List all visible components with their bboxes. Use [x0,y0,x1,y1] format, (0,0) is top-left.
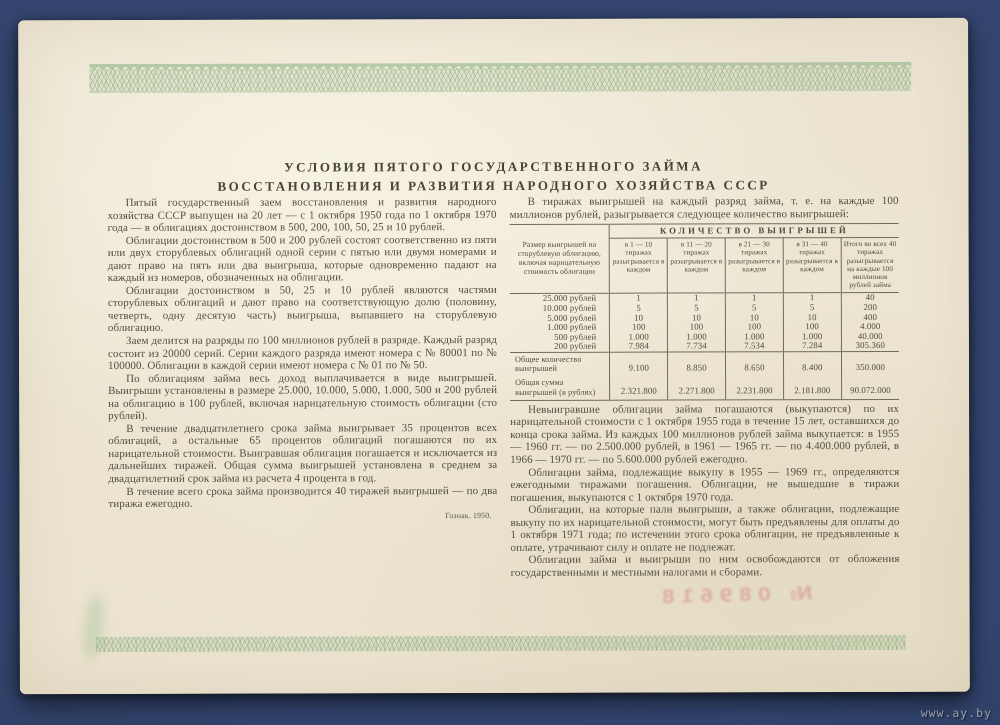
row-value: 5 [610,304,668,314]
row-value: 90.072.000 [841,375,899,399]
paragraph: В течение двадцатилетнего срока займа выигрывает 35 процентов всех облигаций, а остальные 65 процентов облигаций погашаются по их нарицательной стоимости. Выигравшая облигация погашается и исключается из дальнейших тиражей. Общая сумма выигрышей установлена в среднем за двадцатилетний срок займа из расчета 4 процента в год. [108,421,498,486]
prize-table-subheader: Итого во всех 40 тиражах разыгрывается на каждые 100 миллионов рублей займа [841,238,899,293]
title-line-1: УСЛОВИЯ ПЯТОГО ГОСУДАРСТВЕННОГО ЗАЙМА [284,158,703,175]
paragraph: Невыигравшие облигации займа погашаются (выкупаются) по их нарицательной стоимости с 1 октября 1955 года в течение 15 лет, оставшихся до конца срока займа. Из каждых 100 миллионов рублей займа выкупается: в 1955 — 1960 гг. — по 2.500.000 рублей, в 1961 — 1965 гг. — по 4.400.000 рублей, в 1966 — 1970 гг. — по 5.600.000 рублей ежегодно. [510,402,900,466]
body-columns [108,195,900,581]
row-value: 350.000 [841,351,899,375]
row-value: 7.734 [668,342,726,352]
row-label: Общая сумма выигрышей (в рублях) [515,378,596,397]
row-value: 1 [668,293,726,303]
row-value: 5 [783,303,841,313]
row-value: 9.100 [610,352,668,376]
row-value: 8.650 [726,352,784,376]
row-value: 1.000 [783,332,841,342]
paragraph: Облигации займа, подлежащие выкупу в 1955 — 1969 гг., определяются ежегодными тиражами погашения. Облигации, не вышедшие в тиражи погашения, выкупаются с 1 октября 1970 года. [510,465,900,504]
row-value: 4.000 [841,322,899,332]
prize-table-subheader: в 31 — 40 тиражах разыгрывается в каждом [783,238,841,293]
paragraph: В течение всего срока займа производится 40 тиражей выигрышей — по два тиража ежегодно. [108,484,498,511]
row-value: 10 [783,313,841,323]
paragraph: Облигации займа и выигрыши по ним освобождаются от обложения государственными и местными налогами и сборами. [510,553,900,579]
prize-table-header [510,223,899,294]
row-value: 40 [841,293,899,303]
row-value: 5 [668,303,726,313]
row-value: 400 [841,313,899,323]
title-line-2: ВОССТАНОВЛЕНИЯ И РАЗВИТИЯ НАРОДНОГО ХОЗЯЙСТВА СССР [217,176,770,194]
row-value: 8.850 [668,352,726,376]
row-value: 100 [668,323,726,333]
row-value: 1 [783,293,841,303]
prize-table-subheader: в 11 — 20 тиражах разыгрывается в каждом [667,238,725,293]
row-label: 1.000 рублей [547,321,597,333]
left-column [108,196,498,580]
row-label: 500 рублей [554,331,597,342]
row-value: 1 [610,293,668,303]
row-value: 5 [725,303,783,313]
prize-table-corner-header: Размер выигрышей на сторублевую облигацию, включая нарицательную стоимость облигации [517,240,601,276]
prize-table-body [510,293,899,353]
row-value: 7.534 [725,342,783,352]
row-value: 1.000 [668,332,726,342]
printer-imprint: Гознак. 1950. [445,510,492,520]
row-label: 10.000 рублей [542,302,597,313]
document-title [18,157,968,196]
right-column [510,195,900,579]
guilloche-border-top [89,67,911,93]
totals-row [510,375,899,400]
row-value: 10 [668,313,726,323]
row-value: 7.284 [783,341,841,351]
row-label: Общее количество выигрышей [514,354,582,374]
row-value: 2.231.800 [726,376,784,400]
row-value: 100 [610,323,668,333]
row-value: 2.271.800 [668,376,726,400]
totals-row [510,351,899,376]
paragraph: По облигациям займа весь доход выплачивается в виде выигрышей. Выигрыши установлены в размере 25.000, 10.000, 5.000, 1.000, 500 и 200 рублей на облигацию в 100 рублей, включая нарицательную стоимость облигации (сто рублей). [108,371,498,423]
row-value: 2.181.800 [783,375,841,399]
guilloche-border-bottom [96,635,906,652]
prize-table [510,223,899,401]
row-value: 2.321.800 [610,376,668,400]
row-value: 1.000 [725,332,783,342]
paragraph: Пятый государственный заем восстановления и развития народного хозяйства СССР выпущен на 20 лет — с 1 октября 1950 года по 1 октября 1970 года — в облигациях достоинством в 500, 200, 100, 50, 25 и 10 рублей. [107,195,497,235]
row-label: 200 рублей [554,341,597,352]
prize-table-totals [510,351,899,400]
paragraph: Облигации, на которые пали выигрыши, а также облигации, подлежащие выкупу по их нарицательной стоимости, могут быть предъявлены для оплаты до 1 октября 1971 года; по истечении этого срока облигации, не предъявленные к оплате, утрачивают силу и оплате не подлежат. [510,503,900,554]
row-value: 7.984 [610,342,668,352]
row-value: 100 [725,322,783,332]
row-value: 1 [725,293,783,303]
row-value: 10 [725,313,783,323]
row-value: 200 [841,303,899,313]
row-value: 8.400 [783,352,841,376]
paragraph: Облигации достоинством в 50, 25 и 10 рублей являются частями сторублевых облигаций и дают право на соответствующую долю (половину, четверть, одну десятую часть) выигрыша, выпавшего на сторублевую облигацию. [107,283,497,335]
row-value: 1.000 [610,332,668,342]
row-label: 5.000 рублей [547,312,597,323]
row-value: 305.360 [841,341,899,351]
prize-table-subheader: в 1 — 10 тиражах разыгрывается в каждом [610,238,668,293]
row-value: 10 [610,313,668,323]
row-label: 25.000 рублей [542,293,597,304]
table-intro-paragraph: В тиражах выигрышей на каждый разряд займа, т. е. на каждые 100 миллионов рублей, разыгрывается следующее количество выигрышей: [509,194,899,221]
bleedthrough-serial-number: № 089618 [655,582,813,609]
paragraph: Облигации достоинством в 500 и 200 рублей состоят соответственно из пяти или двух сторублевых облигаций одной серии с пятью или двумя номерами и дают право на пять или два выигрыша, которые одновременно падают на каждый из номеров, обозначенных на облигации. [107,233,497,285]
row-value: 100 [783,322,841,332]
paragraph: Заем делится на разряды по 100 миллионов рублей в разряде. Каждый разряд состоит из 20000 серий. Серии каждого разряда имеют номера с № 80001 по № 100000. Облигации в каждой серии имеют номера с № 01 по № 50. [107,334,498,373]
prize-table-subheader: в 21 — 30 тиражах разыгрывается в каждом [725,238,783,293]
bond-paper [18,18,970,694]
row-value: 40.000 [841,332,899,342]
photo-watermark: www.ay.by [920,706,992,720]
prize-table-group-header: КОЛИЧЕСТВО ВЫИГРЫШЕЙ [610,223,899,238]
